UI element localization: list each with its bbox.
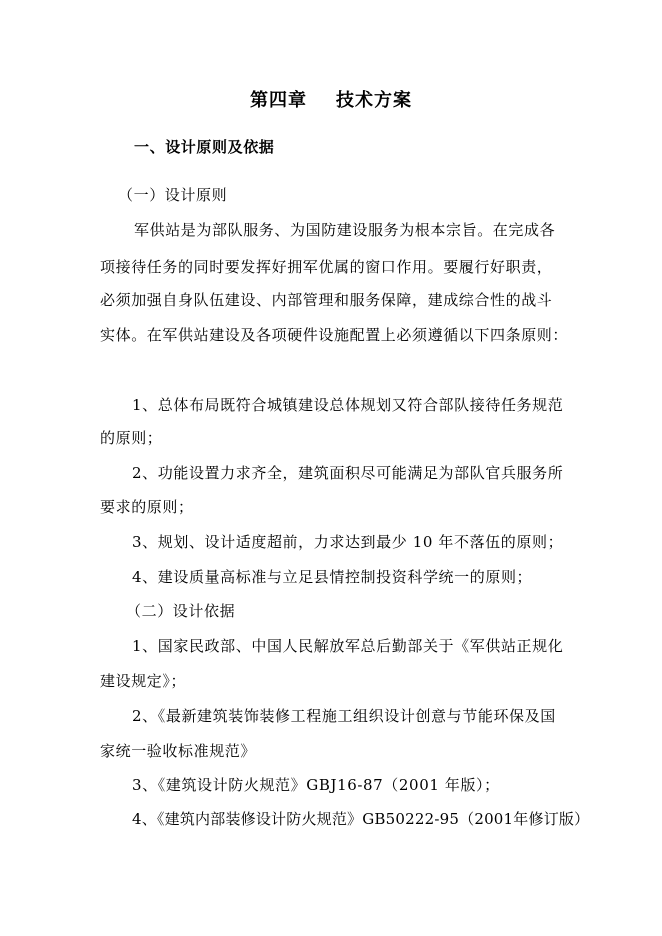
- section-heading: 一、设计原则及依据: [134, 138, 275, 156]
- principle-item: 3、规划、设计适度超前，力求达到最少 10 年不落伍的原则；: [132, 533, 564, 551]
- paragraph-line: 项接待任务的同时要发挥好拥军优属的窗口作用。要履行好职责，: [100, 258, 553, 276]
- subsection-heading-basis: （二）设计依据: [126, 602, 236, 620]
- paragraph-line: 必须加强自身队伍建设、内部管理和服务保障，建成综合性的战斗: [100, 291, 553, 309]
- principle-item-continued: 的原则；: [100, 429, 163, 447]
- paragraph-line: 军供站是为部队服务、为国防建设服务为根本宗旨。在完成各: [134, 221, 556, 239]
- basis-item-continued: 家统一验收标准规范》: [100, 742, 257, 760]
- subsection-heading-principles: （一）设计原则: [118, 186, 228, 204]
- principle-item: 4、建设质量高标准与立足县情控制投资科学统一的原则；: [132, 568, 533, 586]
- basis-item: 3、《建筑设计防火规范》GBJ16-87（2001 年版）；: [132, 776, 500, 794]
- principle-item: 1、总体布局既符合城镇建设总体规划又符合部队接待任务规范: [132, 396, 564, 414]
- basis-item: 2、《最新建筑装饰装修工程施工组织设计创意与节能环保及国: [132, 707, 556, 725]
- chapter-title: 第四章 技术方案: [249, 90, 413, 111]
- paragraph-line: 实体。在军供站建设及各项硬件设施配置上必须遵循以下四条原则：: [100, 326, 569, 344]
- principle-item-continued: 要求的原则；: [100, 498, 194, 516]
- principle-item: 2、功能设置力求齐全，建筑面积尽可能满足为部队官兵服务所: [132, 464, 564, 482]
- basis-item: 1、国家民政部、中国人民解放军总后勤部关于《军供站正规化: [132, 637, 564, 655]
- basis-item-continued: 建设规定》；: [100, 672, 187, 690]
- basis-item: 4、《建筑内部装修设计防火规范》GB50222-95（2001年修订版）: [132, 810, 590, 828]
